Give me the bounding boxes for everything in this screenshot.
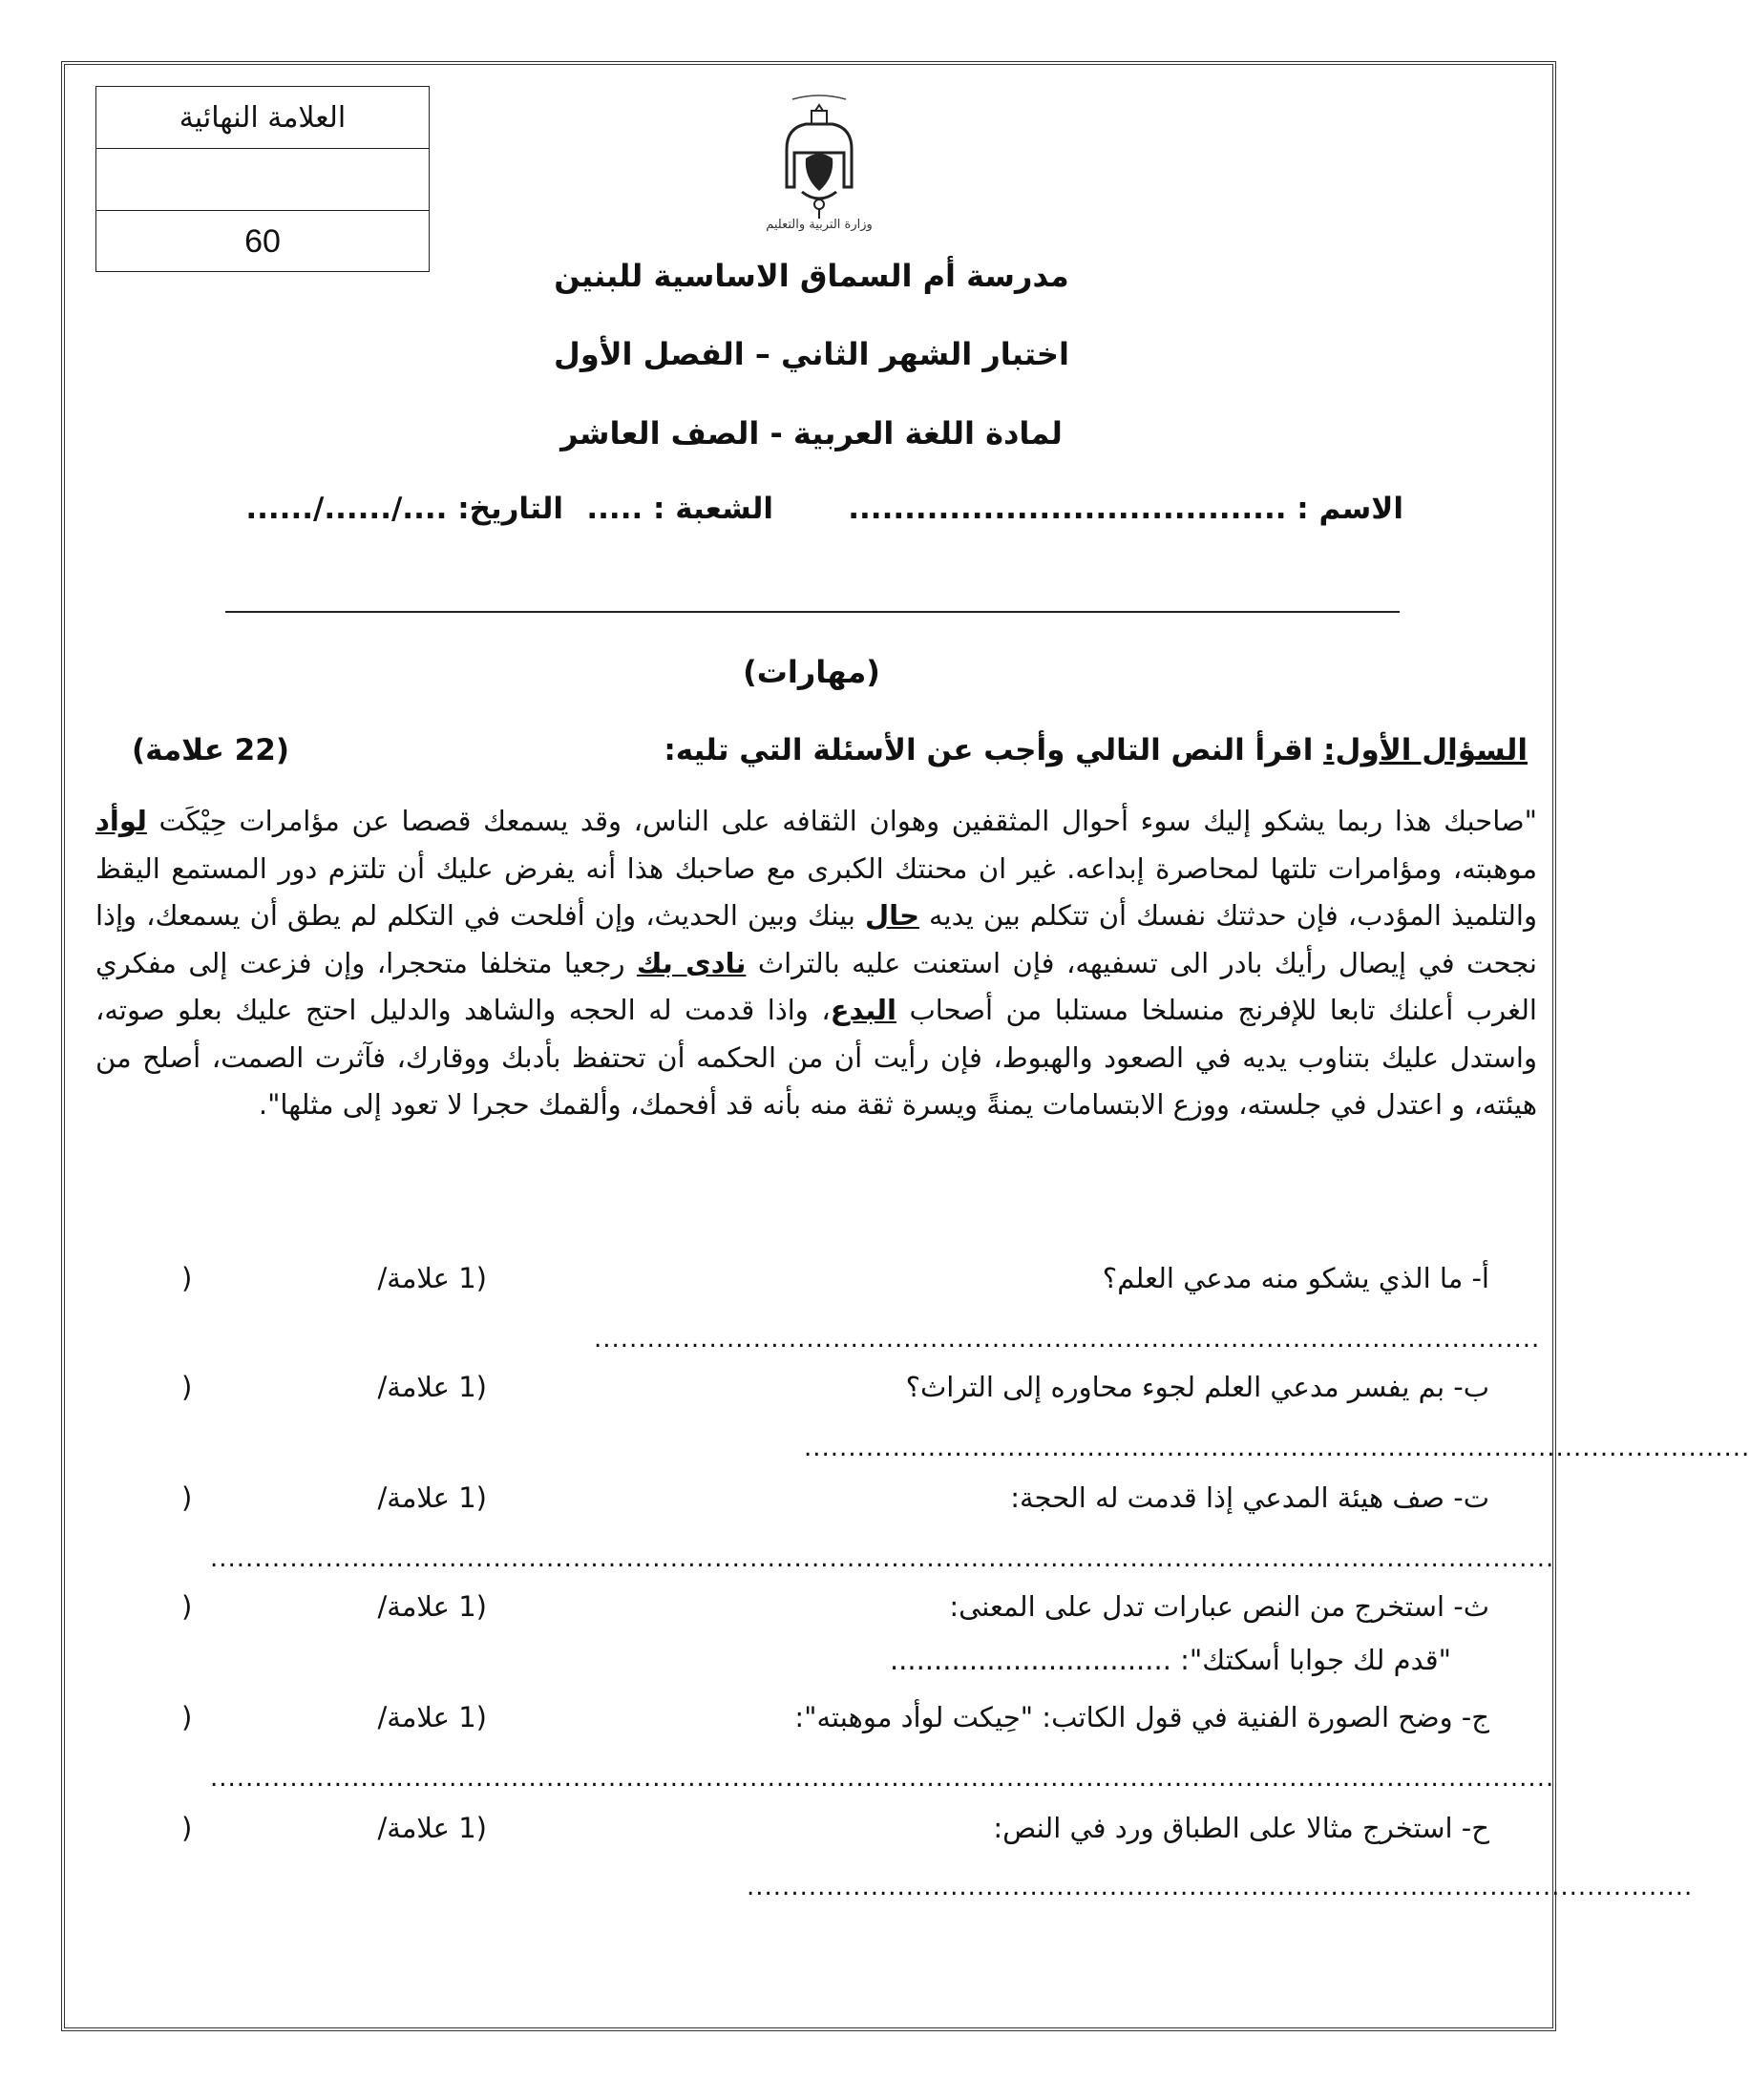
question-a: [0, 1262, 1623, 1310]
final-grade-score[interactable]: [96, 149, 429, 211]
question-mark: (1 علامة/: [377, 1262, 487, 1294]
passage-text: ، واذا قدمت له الحجه والشاهد والدليل احتج عليك بعلو صوته، واستدل عليك بتناوب يديه في الصعود والهبوط، فإن رأيت أن من الحكمه أن تحتفظ بأدبك ووقارك، فآثرت الصمت، أصلح من هيئته، و اعتدل في جلسته، ووزع الابتسامات يمنةً ويسرة ثقة منه بأنه قد أفحمك، وألقمك حجرا لا تعود إلى مثلها".: [95, 994, 1537, 1121]
question-h: [0, 1812, 1623, 1859]
question-text: ج- وضح الصورة الفنية في قول الكاتب: "حِيكت لوأد موهبته":: [794, 1701, 1489, 1733]
answer-line-t[interactable]: ........................................................................................................................................................: [210, 1544, 1555, 1573]
passage-text: موهبته، ومؤامرات تلتها لمحاصرة إبداعه. غير ان محنتك الكبرى مع صاحبك هذا أنه يفرض عليك أن تلتزم دور المستمع اليقظ والتلميذ المؤدب، فإن حدثتك نفسك أن تتكلم بين يديه: [95, 851, 1537, 932]
question-b: [0, 1371, 1623, 1418]
question-text: ب- بم يفسر مدعي العلم لجوء محاوره إلى التراث؟: [905, 1371, 1489, 1403]
question-text: ح- استخرج مثالا على الطباق ورد في النص:: [993, 1812, 1489, 1844]
passage-keyword-1: لوأد: [95, 805, 147, 837]
passage-text: بينك وبين الحديث، وإن أفلحت في التكلم لم يطق أن يسمعك، وإذا نجحت في إيصال رأيك بادر الى تسفيهه، فإن استعنت عليه بالتراث: [95, 899, 1537, 979]
question-text: ث- استخرج من النص عبارات تدل على المعنى:: [949, 1590, 1489, 1623]
question1-instruction: اقرأ النص التالي وأجب عن الأسئلة التي تليه:: [664, 733, 1314, 767]
question1-header: [664, 733, 1528, 767]
question-mark: (1 علامة/: [377, 1590, 487, 1623]
student-info-row: [220, 492, 1403, 539]
passage-keyword-4: البدع: [830, 994, 896, 1026]
question-th: [0, 1590, 1623, 1638]
mark-paren: ): [181, 1481, 193, 1514]
question1-marks: (22 علامة): [132, 733, 289, 767]
question-mark: (1 علامة/: [377, 1812, 487, 1844]
question-t: [0, 1481, 1623, 1529]
final-grade-box: [95, 86, 430, 272]
final-grade-label: العلامة النهائية: [96, 87, 429, 149]
question1-label: السؤال الأول:: [1323, 733, 1528, 767]
question-th-prompt[interactable]: "قدم لك جوابا أسكتك": ................................: [889, 1644, 1451, 1676]
question-text: ت- صف هيئة المدعي إذا قدمت له الحجة:: [1010, 1481, 1489, 1514]
header-divider: [225, 611, 1400, 613]
question-mark: (1 علامة/: [377, 1371, 487, 1403]
reading-passage: [95, 798, 1537, 1129]
school-name: مدرسة أم السماق الاساسية للبنين: [554, 258, 1069, 294]
answer-line-h[interactable]: ...........................................................................................................: [747, 1873, 1694, 1901]
date-field[interactable]: التاريخ: ..../....../......: [245, 492, 563, 526]
mark-paren: ): [181, 1371, 193, 1403]
passage-keyword-3: نادى بك: [636, 946, 747, 979]
mark-paren: ): [181, 1262, 193, 1294]
question-mark: (1 علامة/: [377, 1481, 487, 1514]
mark-paren: ): [181, 1701, 193, 1733]
mark-paren: ): [181, 1590, 193, 1623]
subject-title: لمادة اللغة العربية - الصف العاشر: [560, 415, 1063, 452]
section-title: (مهارات): [743, 654, 880, 690]
question-j: [0, 1701, 1623, 1749]
passage-text: "صاحبك هذا ربما يشكو إليك سوء أحوال المثقفين وهوان الثقافه على الناس، وقد يسمعك قصصا عن مؤامرات حِيْكَت: [146, 805, 1537, 837]
passage-text: رجعيا متخلفا متحجرا، وإن فزعت إلى مفكري الغرب أعلنك تابعا للإفرنج منسلخا مستلبا من أصحاب: [95, 946, 1537, 1026]
answer-line-b[interactable]: ...........................................................................................................: [804, 1434, 1750, 1462]
exam-title: اختبار الشهر الثاني – الفصل الأول: [554, 336, 1069, 372]
name-field[interactable]: الاسم : .......................................: [848, 492, 1403, 526]
answer-line-j[interactable]: ........................................................................................................................................................: [210, 1764, 1555, 1793]
ministry-name: وزارة التربية والتعليم: [766, 218, 873, 232]
question-mark: (1 علامة/: [377, 1701, 487, 1733]
mark-paren: ): [181, 1812, 193, 1844]
final-grade-total: 60: [244, 223, 281, 260]
passage-keyword-2: حال: [865, 899, 919, 932]
section-field[interactable]: الشعبة : .....: [586, 492, 773, 526]
answer-line-a[interactable]: ...........................................................................................................: [594, 1325, 1541, 1354]
question-text: أ- ما الذي يشكو منه مدعي العلم؟: [1102, 1262, 1489, 1294]
